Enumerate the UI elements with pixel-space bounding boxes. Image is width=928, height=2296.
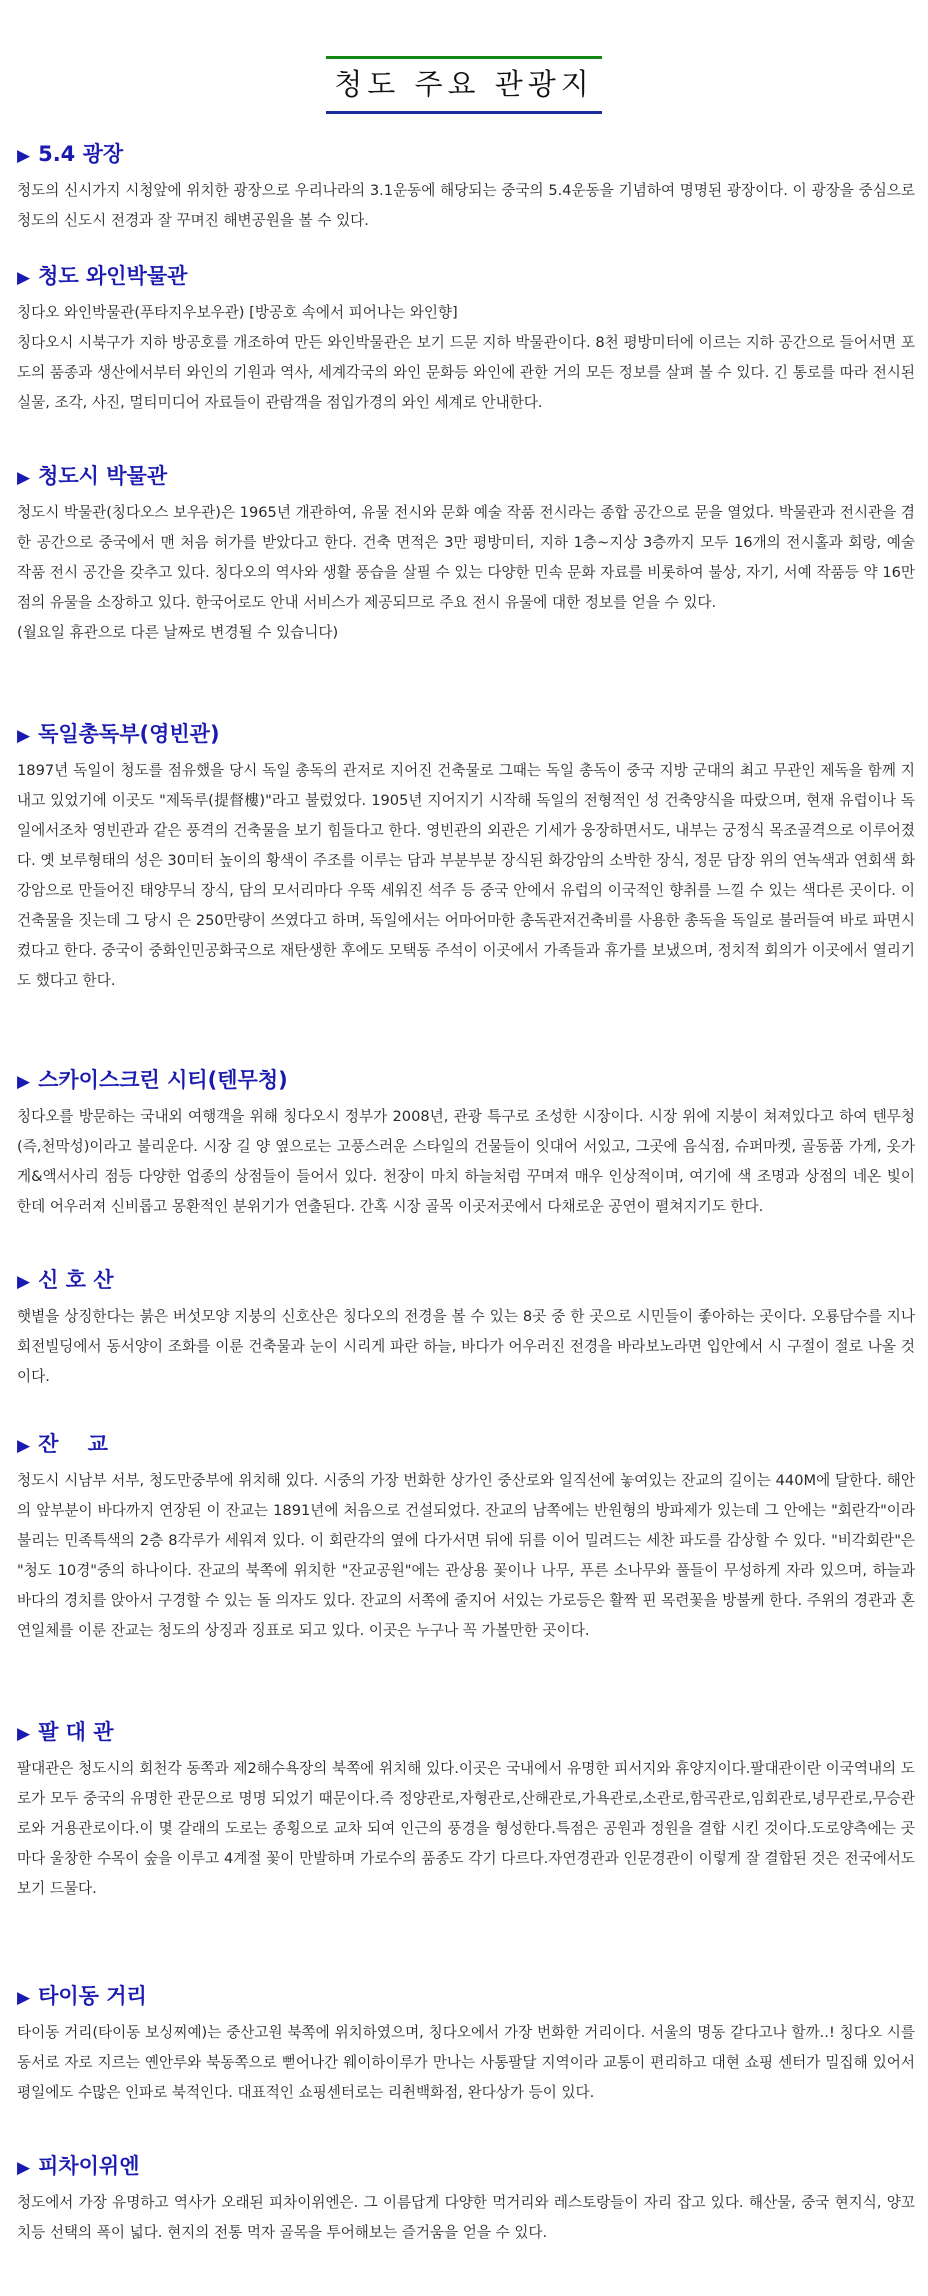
paragraph: 청도시 박물관(칭다오스 보우관)은 1965년 개관하여, 유물 전시와 문화 예술 작품 전시라는 종합 공간으로 문을 열었다. 박물관과 전시관을 겸한 공간으로 중국에서 맨 처음 허가를 받았다고 한다. 건축 면적은 3만 평방미터, 지하 1층~지상 3층까지 모두 16개의 전시홀과 회랑, 예술 작품 전시 공간을 갖추고 있다. 칭다오의 역사와 생활 풍습을 살필 수 있는 다양한 민속 문화 자료를 비롯하여 불상, 자기, 서예 작품등 약 16만 점의 유물을 소장하고 있다. 한국어로도 안내 서비스가 제공되므로 주요 전시 유물에 대한 정보를 얻을 수 있다.	[17, 504, 915, 611]
section-heading-text: 팔 대 관	[38, 1720, 114, 1744]
section-taidong-street	[17, 1982, 915, 2108]
page-title: 청도 주요 관광지	[326, 56, 602, 114]
section-body	[17, 498, 915, 648]
section-pichaiyuan	[17, 2152, 915, 2248]
paragraph: 햇볕을 상징한다는 붉은 버섯모양 지붕의 신호산은 칭다오의 전경을 볼 수 있는 8곳 중 한 곳으로 시민들이 좋아하는 곳이다. 오룡담수를 지나 회전빌딩에서 동서양이 조화를 이룬 건축물과 눈이 시리게 파란 하늘, 바다가 어우러진 전경을 바라보노라면 입안에서 시 구절이 절로 나올 것이다.	[17, 1308, 915, 1385]
section-body	[17, 1754, 915, 1904]
triangle-bullet-icon: ▶	[17, 1988, 31, 2008]
section-body	[17, 1102, 915, 1222]
triangle-bullet-icon: ▶	[17, 1272, 31, 1292]
section-heading-text: 5.4 광장	[38, 142, 124, 166]
section-heading	[17, 2152, 915, 2182]
section-heading-text: 청도 와인박물관	[38, 264, 188, 288]
triangle-bullet-icon: ▶	[17, 2158, 31, 2178]
section-pier	[17, 1430, 915, 1646]
section-heading-text: 청도시 박물관	[38, 464, 168, 488]
paragraph: 타이동 거리(타이동 보싱찌예)는 중산고원 북쪽에 위치하였으며, 칭다오에서 가장 번화한 거리이다. 서울의 명동 같다고나 할까..! 칭다오 시를 동서로 자로 지르는 옌안루와 북동쪽으로 뻗어나간 웨이하이루가 만나는 사통팔달 지역이라 교통이 편리하고 대현 쇼핑 센터가 밀집해 있어서 평일에도 수많은 인파로 북적인다. 대표적인 쇼핑센터로는 리췬백화점, 완다상가 등이 있다.	[17, 2024, 915, 2101]
section-heading	[17, 262, 915, 292]
section-heading	[17, 1266, 915, 1296]
section-body	[17, 298, 915, 418]
triangle-bullet-icon: ▶	[17, 468, 31, 488]
paragraph: 청도에서 가장 유명하고 역사가 오래된 피차이위엔은. 그 이름답게 다양한 먹거리와 레스토랑들이 자리 잡고 있다. 해산물, 중국 현지식, 양꼬치등 선택의 폭이 넓다. 현지의 전통 먹자 골목을 투어해보는 즐거움을 얻을 수 있다.	[17, 2194, 915, 2241]
section-heading-text: 피차이위엔	[38, 2154, 140, 2178]
section-heading	[17, 462, 915, 492]
paragraph: 1897년 독일이 청도를 점유했을 당시 독일 총독의 관저로 지어진 건축물로 그때는 독일 총독이 중국 지방 군대의 최고 무관인 제독을 함께 지내고 있었기에 이곳도 "제독루(提督樓)"라고 불렀었다. 1905년 지어지기 시작해 독일의 전형적인 성 건축양식을 따랐으며, 현재 유럽이나 독일에서조차 영빈관과 같은 풍격의 건축물을 보기 힘들다고 한다. 영빈관의 외관은 기세가 웅장하면서도, 내부는 궁정식 목조골격으로 이루어졌다. 옛 보루형태의 성은 30미터 높이의 황색이 주조를 이루는 담과 부분부분 장식된 화강암의 소박한 장식, 정문 담장 위의 연녹색과 연회색 화강암으로 만들어진 태양무늬 장식, 담의 모서리마다 우뚝 세워진 석주 등 중국 안에서 유럽의 이국적인 향취를 느낄 수 있는 색다른 곳이다. 이 건축물을 짓는데 그 당시 은 250만량이 쓰였다고 하며, 독일에서는 어마어마한 총독관저건축비를 사용한 총독을 독일로 불러들여 바로 파면시켰다고 한다. 중국이 중화인민공화국으로 재탄생한 후에도 모택동 주석이 이곳에서 가족들과 휴가를 보냈으며, 정치적 회의가 이곳에서 열리기도 했다고 한다.	[17, 762, 915, 989]
section-body	[17, 2188, 915, 2248]
section-sky-screen-city	[17, 1066, 915, 1222]
section-body	[17, 2018, 915, 2108]
section-governor-residence	[17, 720, 915, 996]
triangle-bullet-icon: ▶	[17, 726, 31, 746]
paragraph: (월요일 휴관으로 다른 날짜로 변경될 수 있습니다)	[17, 624, 339, 641]
section-heading	[17, 140, 915, 170]
triangle-bullet-icon: ▶	[17, 146, 31, 166]
section-body	[17, 1466, 915, 1646]
title-container	[0, 56, 928, 114]
section-heading	[17, 720, 915, 750]
section-heading-text: 독일총독부(영빈관)	[38, 722, 220, 746]
paragraph: 칭다오 와인박물관(푸타지우보우관) [방공호 속에서 피어나는 와인향]	[17, 304, 458, 321]
section-heading	[17, 1066, 915, 1096]
paragraph: 칭다오를 방문하는 국내외 여행객을 위해 칭다오시 정부가 2008년, 관광 특구로 조성한 시장이다. 시장 위에 지붕이 쳐져있다고 하여 텐무청(즉,천막성)이라고 불리운다. 시장 길 양 옆으로는 고풍스러운 스타일의 건물들이 잇대어 서있고, 그곳에 음식점, 슈퍼마켓, 골동품 가게, 옷가게&액서사리 점등 다양한 업종의 상점들이 들어서 있다. 천장이 마치 하늘처럼 꾸며져 매우 인상적이며, 여기에 색 조명과 상점의 네온 빛이 한데 어우러져 신비롭고 몽환적인 분위기가 연출된다. 간혹 시장 골목 이곳저곳에서 다채로운 공연이 펼쳐지기도 한다.	[17, 1108, 915, 1215]
section-heading	[17, 1718, 915, 1748]
paragraph: 칭다오시 시북구가 지하 방공호를 개조하여 만든 와인박물관은 보기 드문 지하 박물관이다. 8천 평방미터에 이르는 지하 공간으로 들어서면 포도의 품종과 생산에서부터 와인의 기원과 역사, 세계각국의 와인 문화등 와인에 관한 거의 모든 정보를 살펴 볼 수 있다. 긴 통로를 따라 전시된 실물, 조각, 사진, 멀티미디어 자료들이 관람객을 점입가경의 와인 세계로 안내한다.	[17, 334, 915, 411]
section-body	[17, 1302, 915, 1392]
triangle-bullet-icon: ▶	[17, 1436, 31, 1456]
section-heading-text: 타이동 거리	[38, 1984, 147, 2008]
paragraph: 청도시 시남부 서부, 청도만중부에 위치해 있다. 시중의 가장 번화한 상가인 중산로와 일직선에 놓여있는 잔교의 길이는 440M에 달한다. 해안의 앞부분이 바다까지 연장된 이 잔교는 1891년에 처음으로 건설되었다. 잔교의 남쪽에는 반원형의 방파제가 있는데 그 안에는 "회란각"이라 불리는 민족특색의 2층 8각루가 세워져 있다. 이 회란각의 옆에 다가서면 뒤에 뒤를 이어 밀려드는 세찬 파도를 감상할 수 있다. "비각회란"은 "청도 10경"중의 하나이다. 잔교의 북쪽에 위치한 "잔교공원"에는 관상용 꽃이나 나무, 푸른 소나무와 풀들이 무성하게 자라 있으며, 하늘과 바다의 경치를 앉아서 구경할 수 있는 돌 의자도 있다. 잔교의 서쪽에 줄지어 서있는 가로등은 활짝 핀 목련꽃을 방불케 한다. 주위의 경관과 혼연일체를 이룬 잔교는 청도의 상징과 징표로 되고 있다. 이곳은 누구나 꼭 가볼만한 곳이다.	[17, 1472, 915, 1639]
section-badaguan	[17, 1718, 915, 1904]
section-heading-text: 신 호 산	[38, 1268, 114, 1292]
section-xinhao-hill	[17, 1266, 915, 1392]
section-heading-text: 스카이스크린 시티(텐무청)	[38, 1068, 288, 1092]
section-heading	[17, 1982, 915, 2012]
triangle-bullet-icon: ▶	[17, 1724, 31, 1744]
triangle-bullet-icon: ▶	[17, 268, 31, 288]
section-body	[17, 176, 915, 236]
section-city-museum	[17, 462, 915, 648]
section-heading-text: 잔 교	[38, 1432, 108, 1456]
paragraph: 청도의 신시가지 시청앞에 위치한 광장으로 우리나라의 3.1운동에 해당되는 중국의 5.4운동을 기념하여 명명된 광장이다. 이 광장을 중심으로 청도의 신도시 전경과 잘 꾸며진 해변공원을 볼 수 있다.	[17, 182, 915, 229]
paragraph: 팔대관은 청도시의 회천각 동쪽과 제2해수욕장의 북쪽에 위치해 있다.이곳은 국내에서 유명한 피서지와 휴양지이다.팔대관이란 이국역내의 도로가 모두 중국의 유명한 관문으로 명명 되었기 때문이다.즉 정양관로,자형관로,산해관로,가욕관로,소관로,함곡관로,임회관로,녕무관로,무승관로와 거용관로이다.이 몇 갈래의 도로는 종횡으로 교차 되여 인근의 풍경을 형성한다.특점은 공원과 정원을 결합 시킨 것이다.도로양측에는 곳마다 울창한 수목이 숲을 이루고 4계절 꽃이 만발하며 가로수의 품종도 각기 다르다.자연경관과 인문경관이 이렇게 잘 결합된 것은 전국에서도 보기 드물다.	[17, 1760, 915, 1897]
triangle-bullet-icon: ▶	[17, 1072, 31, 1092]
section-wine-museum	[17, 262, 915, 418]
section-54-square	[17, 140, 915, 236]
section-heading	[17, 1430, 915, 1460]
section-body	[17, 756, 915, 996]
